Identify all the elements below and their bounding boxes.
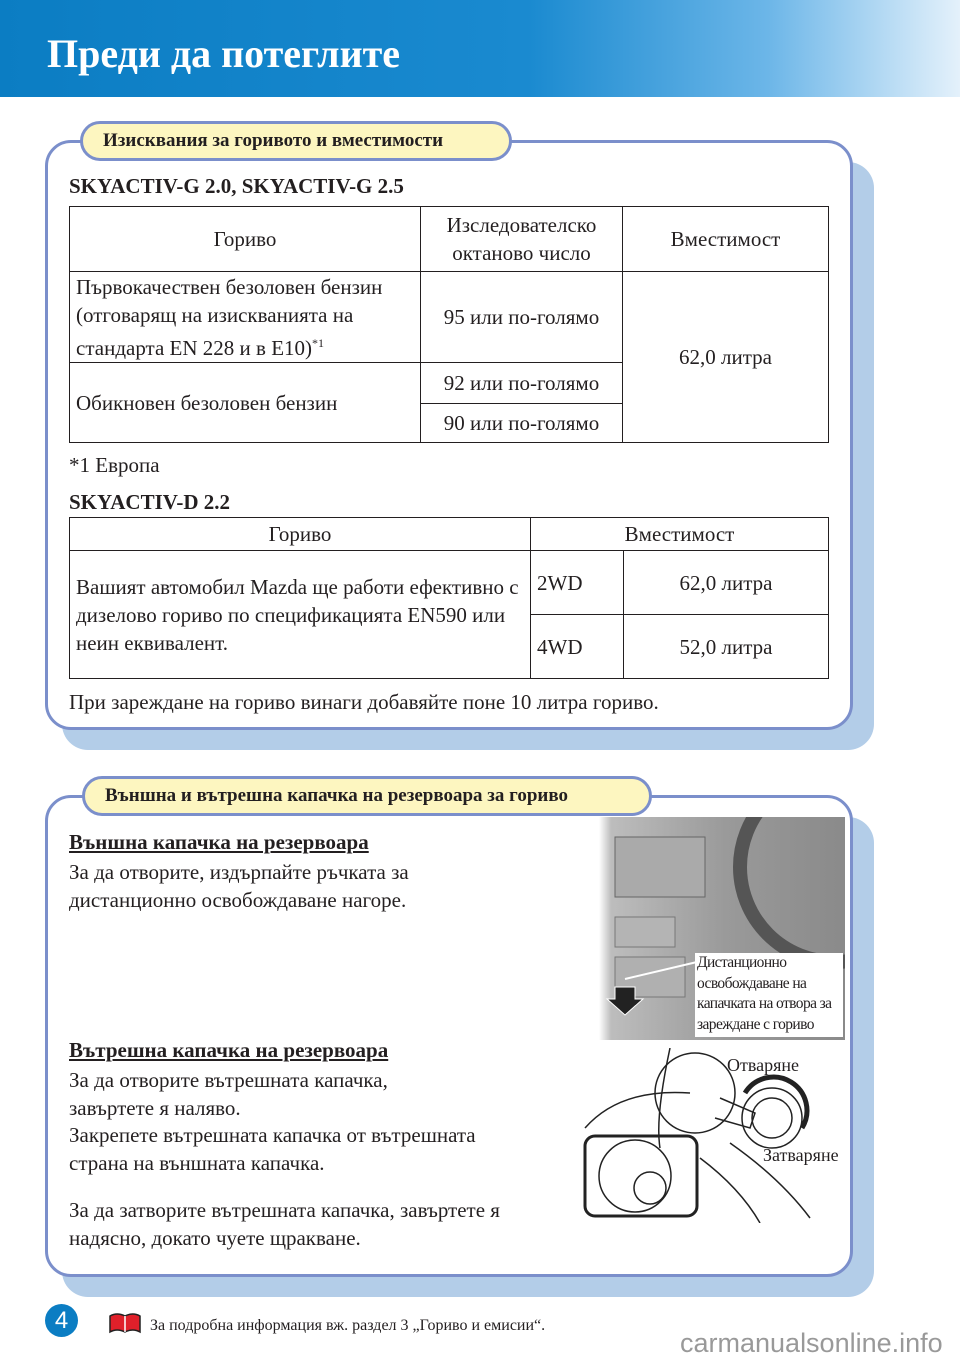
premium-octane: 95 или по-голямо	[421, 272, 623, 363]
inner-cap-attach-text: Закрепете вътрешната капачка от вътрешната страна на външната капачка.	[69, 1123, 476, 1175]
regular-octane-2: 90 или по-голямо	[421, 404, 623, 443]
footnote-mark: *1	[312, 335, 325, 350]
reference-text: За подробна информация вж. раздел 3 „Гориво и емисии“.	[150, 1317, 546, 1334]
header-capacity: Вместимост	[531, 518, 829, 551]
capacity-4wd: 52,0 литра	[624, 615, 829, 679]
fuel-requirements-tab: Изисквания за горивото и вместимости	[80, 121, 512, 161]
capacity-2wd: 62,0 литра	[624, 551, 829, 615]
premium-fuel-cell	[70, 272, 421, 363]
gasoline-table	[69, 206, 829, 443]
book-icon	[108, 1312, 142, 1336]
inner-cap-heading: Вътрешна капачка на резервоара	[69, 1038, 389, 1062]
inner-cap-open-text: За да отворите вътрешната капачка, завъртете я наляво.	[69, 1068, 388, 1120]
diesel-table	[69, 517, 829, 679]
premium-fuel: Първокачествен безоловен бензин (отговарящ на изискванията на стандарта EN 228 и в E10)	[76, 274, 383, 360]
header-octane: Изследователско октаново число	[421, 207, 623, 272]
diesel-heading: SKYACTIV-D 2.2	[69, 490, 231, 514]
refuel-note: При зареждане на гориво винаги добавяйте поне 10 литра гориво.	[69, 690, 659, 714]
gasoline-capacity: 62,0 литра	[623, 272, 829, 443]
page-number: 4	[45, 1304, 78, 1337]
outer-cap-text: За да отворите, издърпайте ръчката за дистанционно освобождаване нагоре.	[69, 860, 409, 912]
header-capacity: Вместимост	[623, 207, 829, 272]
gasoline-heading: SKYACTIV-G 2.0, SKYACTIV-G 2.5	[69, 174, 404, 198]
drive-2wd: 2WD	[531, 551, 624, 615]
page-title: Преди да потеглите	[47, 31, 401, 76]
inner-cap-close-text: За да затворите вътрешната капачка, завъртете я надясно, докато чуете щракване.	[69, 1198, 500, 1250]
drive-4wd: 4WD	[531, 615, 624, 679]
header-fuel: Гориво	[70, 518, 531, 551]
fuel-cap-diagram	[580, 1048, 850, 1223]
diesel-fuel: Вашият автомобил Mazda ще работи ефективно с дизелово гориво по спецификацията EN590 или неин еквивалент.	[70, 551, 531, 679]
open-label: Отваряне	[727, 1055, 800, 1075]
regular-fuel: Обикновен безоловен бензин	[70, 363, 421, 443]
photo-label: Дистанционно освобождаване на капачката на отвора за зареждане с гориво	[695, 953, 843, 1037]
outer-cap-heading: Външна капачка на резервоара	[69, 830, 369, 854]
fuel-cap-tab: Външна и вътрешна капачка на резервоара за гориво	[82, 776, 652, 816]
close-label: Затваряне	[763, 1145, 839, 1165]
footnote: *1 Европа	[69, 453, 160, 477]
watermark: carmanualsonline.info	[680, 1328, 943, 1358]
regular-octane-1: 92 или по-голямо	[421, 363, 623, 404]
header-fuel: Гориво	[70, 207, 421, 272]
